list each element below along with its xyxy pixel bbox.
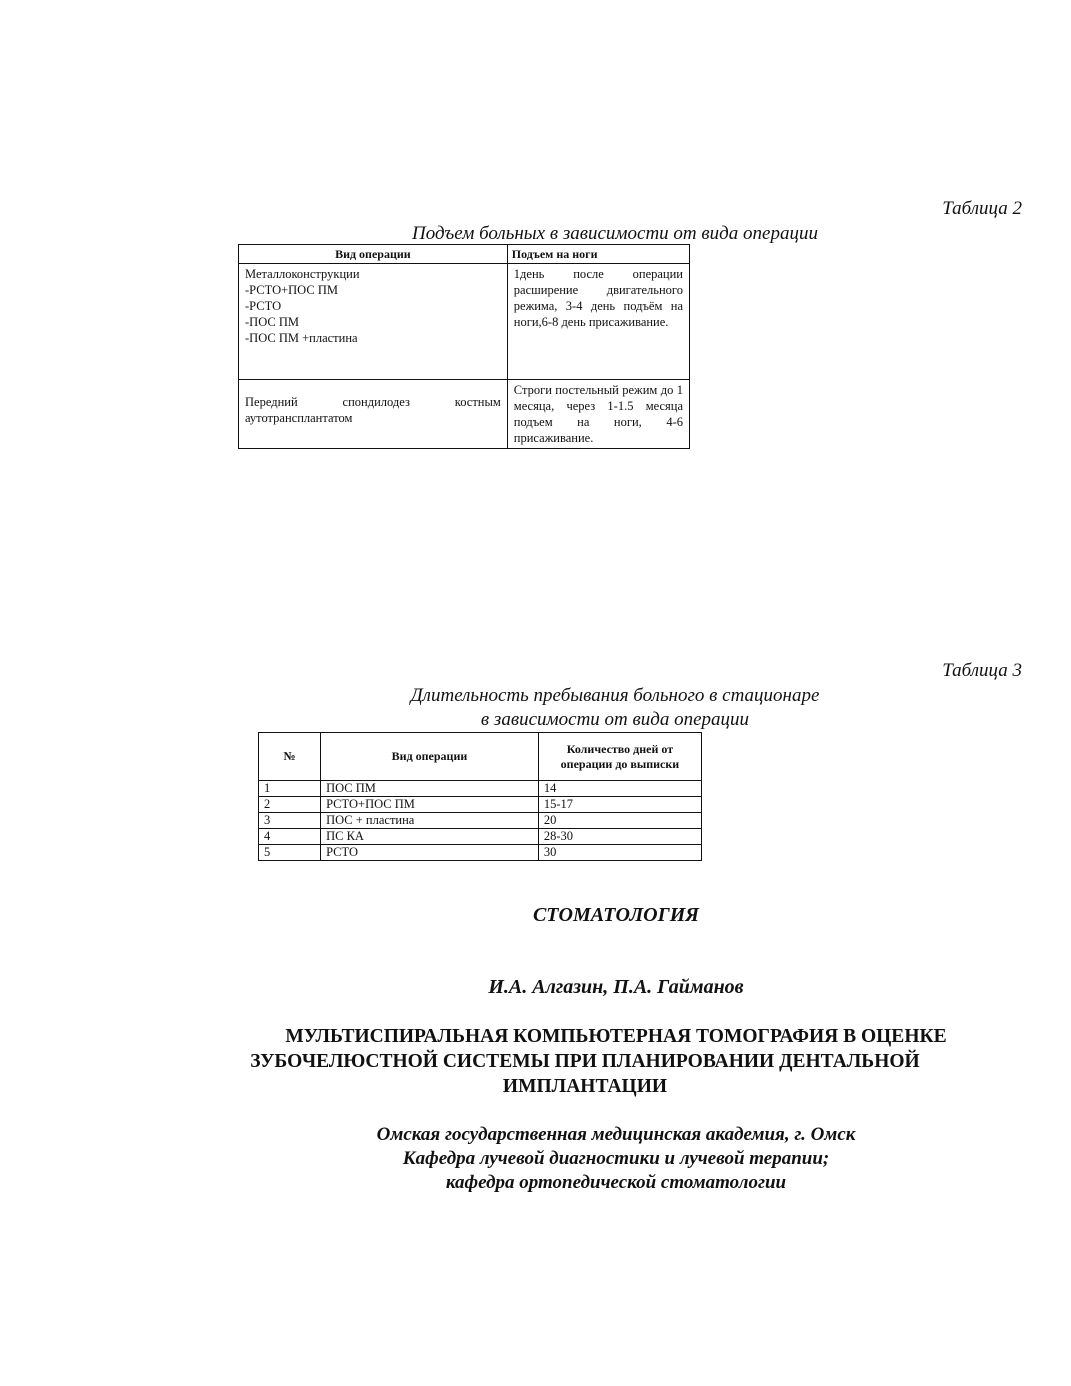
table3-cell-operation: ПОС ПМ [321,781,539,797]
table3-cell-operation: ПОС + пластина [321,813,539,829]
article-title-line1: МУЛЬТИСПИРАЛЬНАЯ КОМПЬЮТЕРНАЯ ТОМОГРАФИЯ В ОЦЕНКЕ [285,1026,947,1047]
table3-cell-days: 14 [538,781,701,797]
table-row [239,264,690,380]
table3 [258,732,702,861]
table2-caption: Подъем больных в зависимости от вида операции [412,223,818,244]
table3-cell-number: 2 [259,797,321,813]
table2-header-operation: Вид операции [239,245,508,264]
affiliation-line2: Кафедра лучевой диагностики и лучевой терапии; [402,1148,830,1169]
affiliation-line3: кафедра ортопедической стоматологии [445,1172,787,1193]
operation-item: -РСТО+ПОС ПМ [245,283,338,297]
operation-item: -ПОС ПМ [245,315,299,329]
table3-cell-days: 28-30 [538,829,701,845]
table3-cell-days: 30 [538,845,701,861]
table2 [238,244,690,449]
table3-header-row [259,733,702,781]
table3-cell-number: 3 [259,813,321,829]
table-row [259,845,702,861]
article-title-line2: ЗУБОЧЕЛЮСТНОЙ СИСТЕМЫ ПРИ ПЛАНИРОВАНИИ ДЕНТАЛЬНОЙ [250,1051,920,1072]
section-title: СТОМАТОЛОГИЯ [532,904,700,926]
table3-caption-line1: Длительность пребывания больного в стационаре [410,685,820,706]
table3-header-number: № [259,733,321,781]
table2-header-mobilization: Подъем на ноги [507,245,689,264]
table2-row1-operations [239,264,508,380]
table3-header-operation: Вид операции [321,733,539,781]
table3-cell-operation: РСТО [321,845,539,861]
table-row [259,829,702,845]
table-row [259,797,702,813]
table3-cell-number: 1 [259,781,321,797]
operation-item: -РСТО [245,299,282,313]
article-title-line3: ИМПЛАНТАЦИИ [502,1076,668,1097]
operation-item: Металлоконструкции [245,267,360,281]
table3-header-days: Количество дней от операции до выписки [538,733,701,781]
table2-row2-operations: Передний спондилодез костным аутотрансплантатом [239,380,508,449]
table3-cell-operation: РСТО+ПОС ПМ [321,797,539,813]
table3-cell-operation: ПС КА [321,829,539,845]
table-row [259,781,702,797]
table3-label: Таблица 3 [942,660,1022,681]
table2-row1-mobilization: 1день после операции расширение двигательного режима, 3-4 день подъём на ноги,6-8 день присаживание. [507,264,689,380]
operation-item: -ПОС ПМ +пластина [245,331,358,345]
table-row [259,813,702,829]
table3-cell-days: 20 [538,813,701,829]
table2-row2-mobilization: Строги постельный режим до 1 месяца, через 1-1.5 месяца подъем на ноги, 4-6 присаживание. [507,380,689,449]
table3-cell-number: 4 [259,829,321,845]
table3-caption-line2: в зависимости от вида операции [480,709,750,730]
authors: И.А. Алгазин, П.А. Гайманов [488,976,744,998]
table2-header-row [239,245,690,264]
table3-cell-days: 15-17 [538,797,701,813]
table2-label: Таблица 2 [942,198,1022,219]
table-row [239,380,690,449]
affiliation-line1: Омская государственная медицинская академия, г. Омск [376,1124,856,1145]
table3-cell-number: 5 [259,845,321,861]
